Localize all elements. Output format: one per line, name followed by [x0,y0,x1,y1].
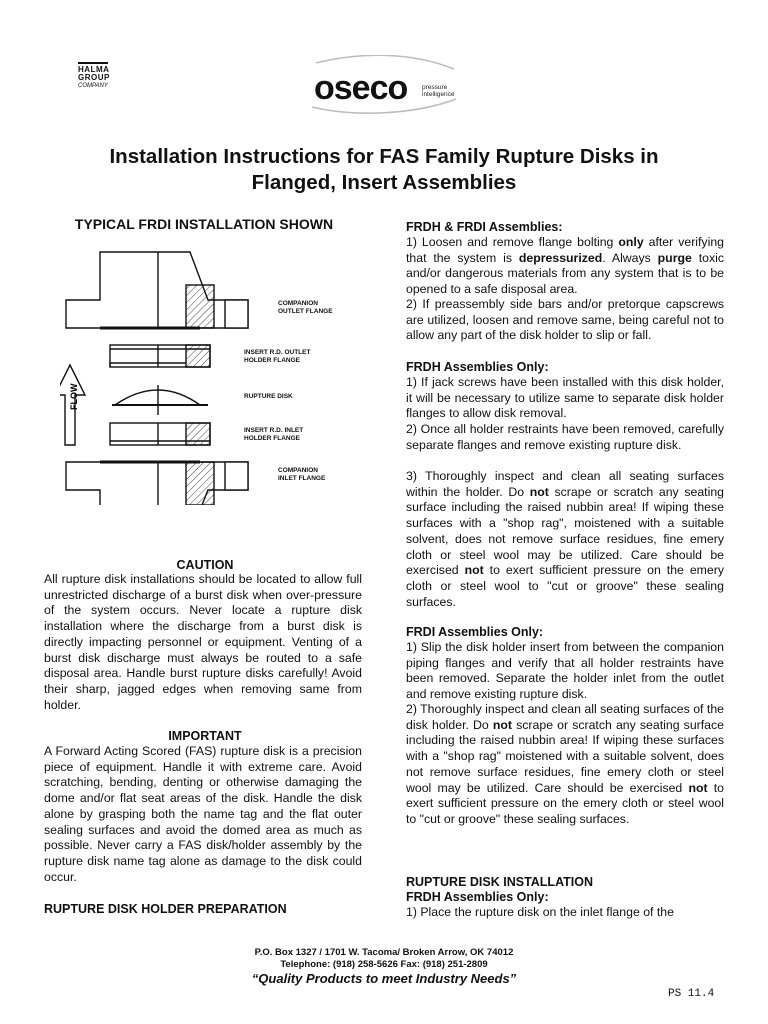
label-insert-inlet-1: INSERT R.D. INLET [244,427,304,434]
halma-line2: GROUP [78,73,110,82]
caution-text: All rupture disk installations should be located to allow full unrestricted discharge of a burst disk when over-pressure of the system occurs. Never locate a rupture disk installation where the discharge from a burst disk is directly impacting personnel or equipment. Venting of a burst disk discharge must always be routed to a safe disposal area. Handle burst rupture disks carefully! Avoid their sharp, jagged edges when removing same from holder. [44,572,362,712]
frdh-step3-not: not [529,484,549,499]
frdi-step2-a: 2) Thoroughly inspect and clean all seating surfaces of the disk holder. Do [406,702,724,732]
footer-slogan: “Quality Products to meet Industry Needs” [251,971,517,986]
label-insert-outlet-1: INSERT R.D. OUTLET [244,349,311,356]
install-heading: RUPTURE DISK INSTALLATION [406,875,594,889]
frdh-step3-not2: not [464,563,484,578]
label-insert-outlet [244,349,310,365]
frdh-step3-c: to exert sufficient pressure on the emery cloth or steel wool to "cut or groove" these sealing surfaces. [406,563,725,609]
install-step1: 1) Place the rupture disk on the inlet flange of the [406,905,674,919]
logo-wordmark: oseco [314,69,408,107]
title-line-2: Flanged, Insert Assemblies [251,171,517,194]
frdi-step2 [406,702,724,828]
label-companion-outlet-2: OUTLET FLANGE [278,308,333,315]
halma-line1: HALMA [78,65,110,74]
frdh-step3-a: 3) Thoroughly inspect and clean all seating surfaces within the holder. Do [406,469,724,499]
outlet-flange-hatch [186,285,214,328]
footer-address: P.O. Box 1327 / 1701 W. Tacoma/ Broken Arrow, OK 74012 [254,947,514,958]
installation-diagram [60,245,360,505]
frdi-step2-not2: not [688,780,708,795]
step1-text-d: toxic and/or dangerous materials from any system that is to be opened to a safe disposal area. [406,250,724,297]
companion-outlet-flange-body [66,252,248,328]
logo-tagline [422,85,455,99]
label-insert-outlet-2: HOLDER FLANGE [244,357,300,364]
halma-line3: COMPANY [78,83,108,89]
label-insert-inlet-2: HOLDER FLANGE [244,435,300,442]
title-line-1: Installation Instructions for FAS Family Rupture Disks in [109,145,659,168]
step1-text-a: 1) Loosen and remove flange bolting [406,235,619,249]
flow-label: FLOW [69,383,79,410]
step1-text-c: . Always [602,250,658,265]
frdh-frdi-step2: 2) If preassembly side bars and/or pretorque capscrews are utilized, loosen and remove same, being careful not to allow any part of the disk holder to slip or fall. [406,297,724,343]
outlet-flange-face [225,300,248,328]
frdh-step1: 1) If jack screws have been installed with this disk holder, it will be necessary to utilize same to separate disk holder flanges to allow disk removal. [406,375,724,421]
frdh-step3 [406,469,724,610]
label-companion-inlet [278,467,325,483]
logo-tagline-2: intelligence [422,90,455,98]
frdi-step2-not: not [492,717,512,732]
frdi-step1: 1) Slip the disk holder insert from between the companion piping flanges and verify that all holder restraints have been removed. Separate the holder inlet from the outlet and remove existing rupture disk. [406,640,724,702]
document-title [30,144,738,196]
caution-heading: CAUTION [176,558,234,572]
frdi-only-heading: FRDI Assemblies Only: [406,625,544,639]
frdi-step2-c: to exert sufficient pressure on the emery cloth or steel wool to "cut or groove" these sealing surfaces. [406,780,724,826]
diagram-drawing [60,245,360,505]
frdh-step3-b: scrape or scratch any seating surface including the raised nubbin area! If wiping these surfaces with a "shop rag", moistened with a suitable solvent, does not remove surface residues, fine emery cloth or steel wool may be utilized. Care should be exercised [406,484,725,578]
label-insert-inlet [244,427,303,443]
companion-inlet-flange-body [66,462,248,505]
label-companion-outlet-1: COMPANION [278,300,318,307]
frdh-step2: 2) Once all holder restraints have been removed, carefully separate flanges and remove existing rupture disk. [406,422,724,452]
label-companion-inlet-1: COMPANION [278,467,318,474]
frdh-only-heading: FRDH Assemblies Only: [406,360,549,374]
step1-depressurized: depressurized [518,250,603,265]
important-text: A Forward Acting Scored (FAS) rupture disk is a precision piece of equipment. Handle it with extreme care. Avoid scratching, bending, denting or otherwise damaging the dome and/or flat seat areas of the disk. Handle the disk alone by grasping both the name tag and the flat outer sealing surfaces and avoid the domed area as much as possible. Never carry a FAS disk/holder assembly by the rupture disk name tag alone as damage to the disk could occur. [44,744,362,884]
step1-only: only [618,235,644,249]
important-heading: IMPORTANT [168,729,242,743]
footer-phone: Telephone: (918) 258-5626 Fax: (918) 251-2809 [280,959,488,970]
logo-tagline-1: pressure [422,84,448,91]
label-rupture-disk: RUPTURE DISK [244,393,293,400]
frdi-step2-b: scrape or scratch any seating surface including the raised nubbin area! If wiping these surfaces with a "shop rag" moistened with a suitable solvent, does not remove surface residues, fine emery cloth or steel wool may be utilized. Care should be exercised [406,717,724,795]
diagram-heading: TYPICAL FRDI INSTALLATION SHOWN [74,216,334,232]
step1-text-b: after verifying that the system is [406,235,724,265]
frdh-frdi-heading: FRDH & FRDI Assemblies: [406,220,563,234]
label-companion-outlet [278,300,333,316]
holder-prep-heading: RUPTURE DISK HOLDER PREPARATION [44,902,287,916]
document-number: PS 11.4 [668,988,715,1000]
oseco-logo [304,55,464,115]
step1-purge: purge [657,250,692,265]
install-subheading: FRDH Assemblies Only: [406,890,549,904]
halma-mark-bar [78,62,108,64]
frdh-frdi-step1 [406,235,724,298]
label-companion-inlet-2: INLET FLANGE [278,475,326,482]
halma-group-mark [78,62,118,89]
